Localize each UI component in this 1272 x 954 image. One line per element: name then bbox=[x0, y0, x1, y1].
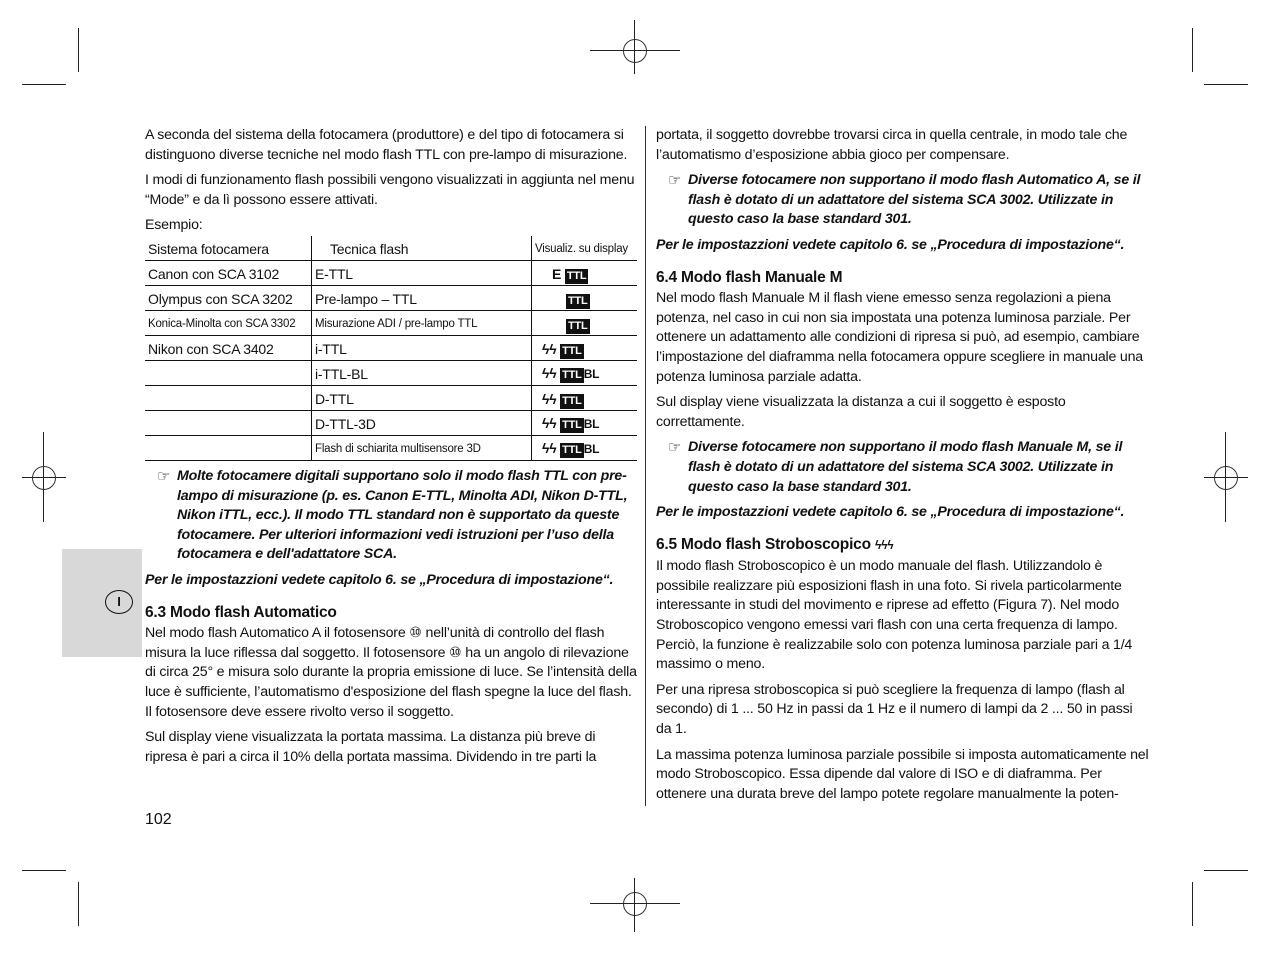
intro-paragraph: A seconda del sistema della fotocamera (produttore) e del tipo di fotocamera si distinguono diverse tecniche nel modo flash TTL con pre-lampo di misurazione. bbox=[145, 127, 628, 163]
pointing-hand-icon: ☞ bbox=[668, 439, 682, 457]
table-row: i-TTL-BL ϟϟ TTL BL bbox=[145, 360, 637, 385]
strobe-icon: ϟϟϟ bbox=[874, 537, 894, 552]
flash-icon: ϟϟ bbox=[542, 415, 557, 432]
ttl-icon: TTL bbox=[562, 345, 582, 358]
crop-mark bbox=[78, 28, 79, 72]
ttl-icon: TTL bbox=[568, 320, 588, 333]
paragraph: Sul display viene visualizzata la distanza a cui il soggetto è esposto correttamente. bbox=[656, 394, 1066, 430]
table-header: Sistema fotocamera bbox=[145, 236, 312, 261]
section-heading: 6.4 Modo flash Manuale M bbox=[656, 268, 843, 286]
paragraph: Nel modo flash Manuale M il flash viene emesso senza regolazioni a piena potenza, nel caso in cui non sia impostata una potenza luminosa parziale. Per ottenere un adattamento alle condizioni di ripresa si può, ad esempio, cambiare l’impostazione del diaframma nella fotocamera oppure scegliere in manuale una potenza luminosa parziale adatta. bbox=[656, 290, 1143, 385]
paragraph: Sul display viene visualizzata la portata massima. La distanza più breve di ripresa è pari a circa il 10% della portata massima. Dividendo in tre parti la bbox=[145, 729, 597, 765]
ttl-icon: TTL bbox=[562, 419, 582, 432]
table-row: Konica-Minolta con SCA 3302 Misurazione ADI / pre-lampo TTL TTL bbox=[145, 310, 637, 335]
section-heading: 6.3 Modo flash Automatico bbox=[145, 603, 337, 621]
flash-icon: ϟϟ bbox=[542, 391, 557, 408]
registration-mark bbox=[32, 466, 56, 490]
crop-mark bbox=[22, 870, 66, 871]
crop-mark bbox=[1204, 84, 1248, 85]
language-tab: I bbox=[105, 590, 133, 614]
registration-line bbox=[634, 878, 635, 932]
table-row: Flash di schiarita multisensore 3D ϟϟ TTL BL bbox=[145, 435, 637, 460]
example-label: Esempio: bbox=[145, 217, 203, 234]
flash-icon: ϟϟ bbox=[542, 341, 557, 358]
note: ☞ Diverse fotocamere non supportano il modo flash Manuale M, se il flash è dotato di un adattatore del sistema SCA 3002. Utilizzate in questo caso la base standard 301. bbox=[656, 438, 1150, 497]
paragraph: Per una ripresa stroboscopica si può scegliere la frequenza di lampo (flash al secondo) di 1 ... 50 Hz in passi da 1 Hz e il numero di lampi da 2 ... 50 in passi da 1. bbox=[656, 681, 1133, 738]
registration-mark bbox=[623, 39, 647, 63]
note: ☞ Molte fotocamere digitali supportano solo il modo flash TTL con pre-lampo di misurazione (p. es. Canon E-TTL, Minolta ADI, Nikon D-TTL, Nikon iTTL, ecc.). Il modo TTL standard non è supportato da queste fotocamere. Per ulteriori informazioni vedi istruzioni per l’uso della fotocamera e dell'adattatore SCA. bbox=[145, 467, 637, 565]
table-header: Tecnica flash bbox=[312, 236, 532, 261]
paragraph: Il modo flash Stroboscopico è un modo manuale del flash. Utilizzandolo è possibile realizzare più esposizioni flash in una foto. Si rivela particolarmente interessante in studi del movimento e riprese ad effetto (Figura 7). Nel modo Stroboscopico vengono emessi vari flash con una certa frequenza di lampo. Perciò, la funzione è realizzabile solo con potenza luminosa parziale pari a 1/4 massimo o meno. bbox=[656, 558, 1133, 673]
ttl-icon: TTL bbox=[568, 295, 588, 308]
flash-icon: ϟϟ bbox=[542, 440, 557, 457]
pointing-hand-icon: ☞ bbox=[668, 172, 682, 190]
note: ☞ Diverse fotocamere non supportano il modo flash Automatico A, se il flash è dotato di un adattatore del sistema SCA 3002. Utilizzate in questo caso la base standard 301. bbox=[656, 171, 1150, 230]
registration-line bbox=[1204, 477, 1248, 478]
registration-line bbox=[590, 50, 680, 51]
registration-mark bbox=[1214, 466, 1238, 490]
table-row: D-TTL ϟϟ TTL bbox=[145, 385, 637, 410]
pointing-hand-icon: ☞ bbox=[157, 467, 171, 485]
registration-line bbox=[590, 903, 680, 904]
right-column bbox=[656, 126, 1150, 810]
registration-line bbox=[22, 477, 66, 478]
ttl-icon: TTL bbox=[562, 369, 582, 382]
page-number: 102 bbox=[145, 811, 172, 828]
registration-mark bbox=[623, 892, 647, 916]
table-row: Canon con SCA 3102 E-TTL E TTL bbox=[145, 260, 637, 285]
modes-paragraph: I modi di funzionamento flash possibili vengono visualizzati in aggiunta nel menu “Mode” e da lì possono essere attivati. bbox=[145, 172, 635, 208]
paragraph: Nel modo flash Automatico A il fotosensore ⑩ nell’unità di controllo del flash misura la luce riflessa dal soggetto. Il fotosensore ⑩ ha un angolo di rilevazione di circa 25° e misura solo durante la propria emissione di luce. Se l’intensità della luce è sufficiente, l’automatismo d'esposizione del flash spegne la luce del flash. Il fotosensore deve essere rivolto verso il soggetto. bbox=[145, 625, 637, 720]
registration-line bbox=[1225, 432, 1226, 522]
flash-icon: ϟϟ bbox=[542, 365, 557, 382]
settings-reference: Per le impostazzioni vedete capitolo 6. se „Procedura di impostazione“. bbox=[145, 571, 614, 588]
ttl-icon: TTL bbox=[566, 270, 587, 283]
ttl-icon: TTL bbox=[562, 395, 582, 408]
section-heading: 6.5 Modo flash Stroboscopico ϟϟϟ bbox=[656, 535, 894, 553]
paragraph: portata, il soggetto dovrebbe trovarsi circa in quella centrale, in modo tale che l’automatismo d’esposizione abbia gioco per compensare. bbox=[656, 127, 1128, 163]
flash-technique-table bbox=[145, 236, 637, 461]
table-row: D-TTL-3D ϟϟ TTL BL bbox=[145, 410, 637, 435]
registration-line bbox=[43, 432, 44, 522]
crop-mark bbox=[1192, 882, 1193, 926]
column-divider bbox=[645, 126, 646, 806]
paragraph: La massima potenza luminosa parziale possibile si imposta automaticamente nel modo Stroboscopico. Essa dipende dal valore di ISO e di diaframma. Per ottenere una durata breve del lampo potete regolare manualmente la poten- bbox=[656, 746, 1149, 802]
left-column bbox=[145, 126, 637, 773]
crop-mark bbox=[1192, 28, 1193, 72]
settings-reference: Per le impostazzioni vedete capitolo 6. se „Procedura di impostazione“. bbox=[656, 236, 1125, 253]
table-header: Visualiz. su display bbox=[535, 243, 628, 256]
crop-mark bbox=[78, 882, 79, 926]
settings-reference: Per le impostazzioni vedete capitolo 6. se „Procedura di impostazione“. bbox=[656, 504, 1125, 521]
table-row: Nikon con SCA 3402 i-TTL ϟϟ TTL bbox=[145, 335, 637, 360]
crop-mark bbox=[22, 84, 66, 85]
crop-mark bbox=[1204, 870, 1248, 871]
ttl-icon: TTL bbox=[562, 444, 582, 457]
registration-line bbox=[634, 20, 635, 74]
table-row: Olympus con SCA 3202 Pre-lampo – TTL TTL bbox=[145, 285, 637, 310]
